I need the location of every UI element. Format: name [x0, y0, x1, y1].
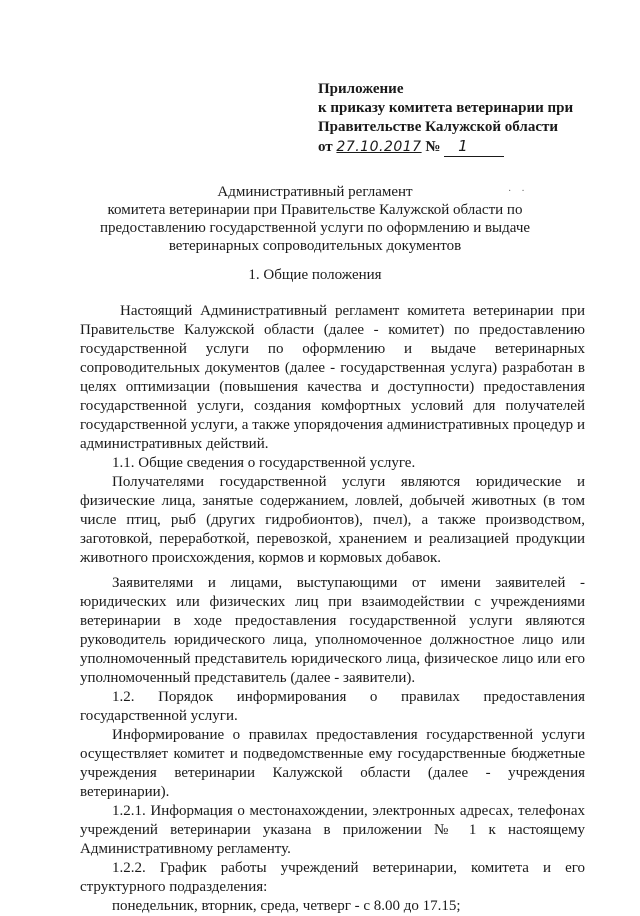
paragraph-1-2: 1.2. Порядок информирования о правилах предоставления государственной услуги.	[80, 689, 585, 724]
paragraph-1-2-1: 1.2.1. Информация о местонахождении, электронных адресах, телефонах учреждений ветеринарии указана в приложении № 1 к настоящему Административному регламенту.	[80, 803, 585, 857]
paragraph-applicants: Заявителями и лицами, выступающими от имени заявителей - юридических или физических лиц при взаимодействии с учреждениями ветеринарии в ходе предоставления государственной услуги являются руководитель юридического лица, уполномоченное должностное лицо или уполномоченный представитель юридического лица, физическое лицо или его уполномоченный представитель (далее - заявители).	[80, 575, 585, 686]
appendix-order-line: к приказу комитета ветеринарии при	[318, 100, 574, 116]
paragraph-recipients: Получателями государственной услуги являются юридические и физические лица, занятые содержанием, ловлей, добычей животных (в том числе птиц, рыб (других гидробионтов), пчел), а также производством, заготовкой, переработкой, перевозкой, хранением и реализацией продукции животного происхождения, кормов и кормовых добавок.	[80, 474, 585, 566]
section-heading: 1. Общие положения	[248, 267, 382, 283]
appendix-header	[318, 80, 618, 157]
title-line-4: ветеринарных сопроводительных документов	[168, 238, 462, 254]
document-title	[80, 183, 550, 255]
handwritten-date: 27.10.2017	[336, 139, 422, 155]
number-sign: №	[425, 139, 441, 155]
title-line-3: предоставлению государственной услуги по оформлению и выдаче	[99, 220, 531, 236]
appendix-title: Приложение	[318, 81, 404, 97]
title-line-1: Административный регламент	[217, 184, 413, 200]
document-body	[80, 302, 585, 916]
paragraph-1-2-2: 1.2.2. График работы учреждений ветеринарии, комитета и его структурного подразделения:	[80, 860, 585, 895]
paragraph-1-1: 1.1. Общие сведения о государственной услуге.	[112, 455, 416, 471]
paragraph-schedule: понедельник, вторник, среда, четверг - с 8.00 до 17.15;	[112, 898, 461, 914]
handwritten-number: 1	[444, 137, 504, 157]
paragraph-intro: Настоящий Административный регламент комитета ветеринарии при Правительстве Калужской области (далее - комитет) по предоставлению государственной услуги по оформлению и выдаче ветеринарных сопроводительных документов (далее - государственная услуга) разработан в целях оптимизации (повышения качества и доступности) предоставления государственной услуги, создания комфортных условий для получателей государственной услуги, а также упорядочения административных процедур и административных действий.	[80, 303, 585, 452]
paragraph-informing: Информирование о правилах предоставления государственной услуги осуществляет комитет и подведомственные ему государственные бюджетные учреждения ветеринарии Калужской области (далее - учреждения ветеринарии).	[80, 727, 585, 800]
appendix-date-line	[318, 137, 618, 157]
title-line-2: комитета ветеринарии при Правительстве Калужской области по	[107, 202, 523, 218]
appendix-authority-line: Правительстве Калужской области	[318, 119, 558, 135]
scan-specks: · ·	[508, 186, 525, 197]
date-prefix: от	[318, 139, 333, 155]
